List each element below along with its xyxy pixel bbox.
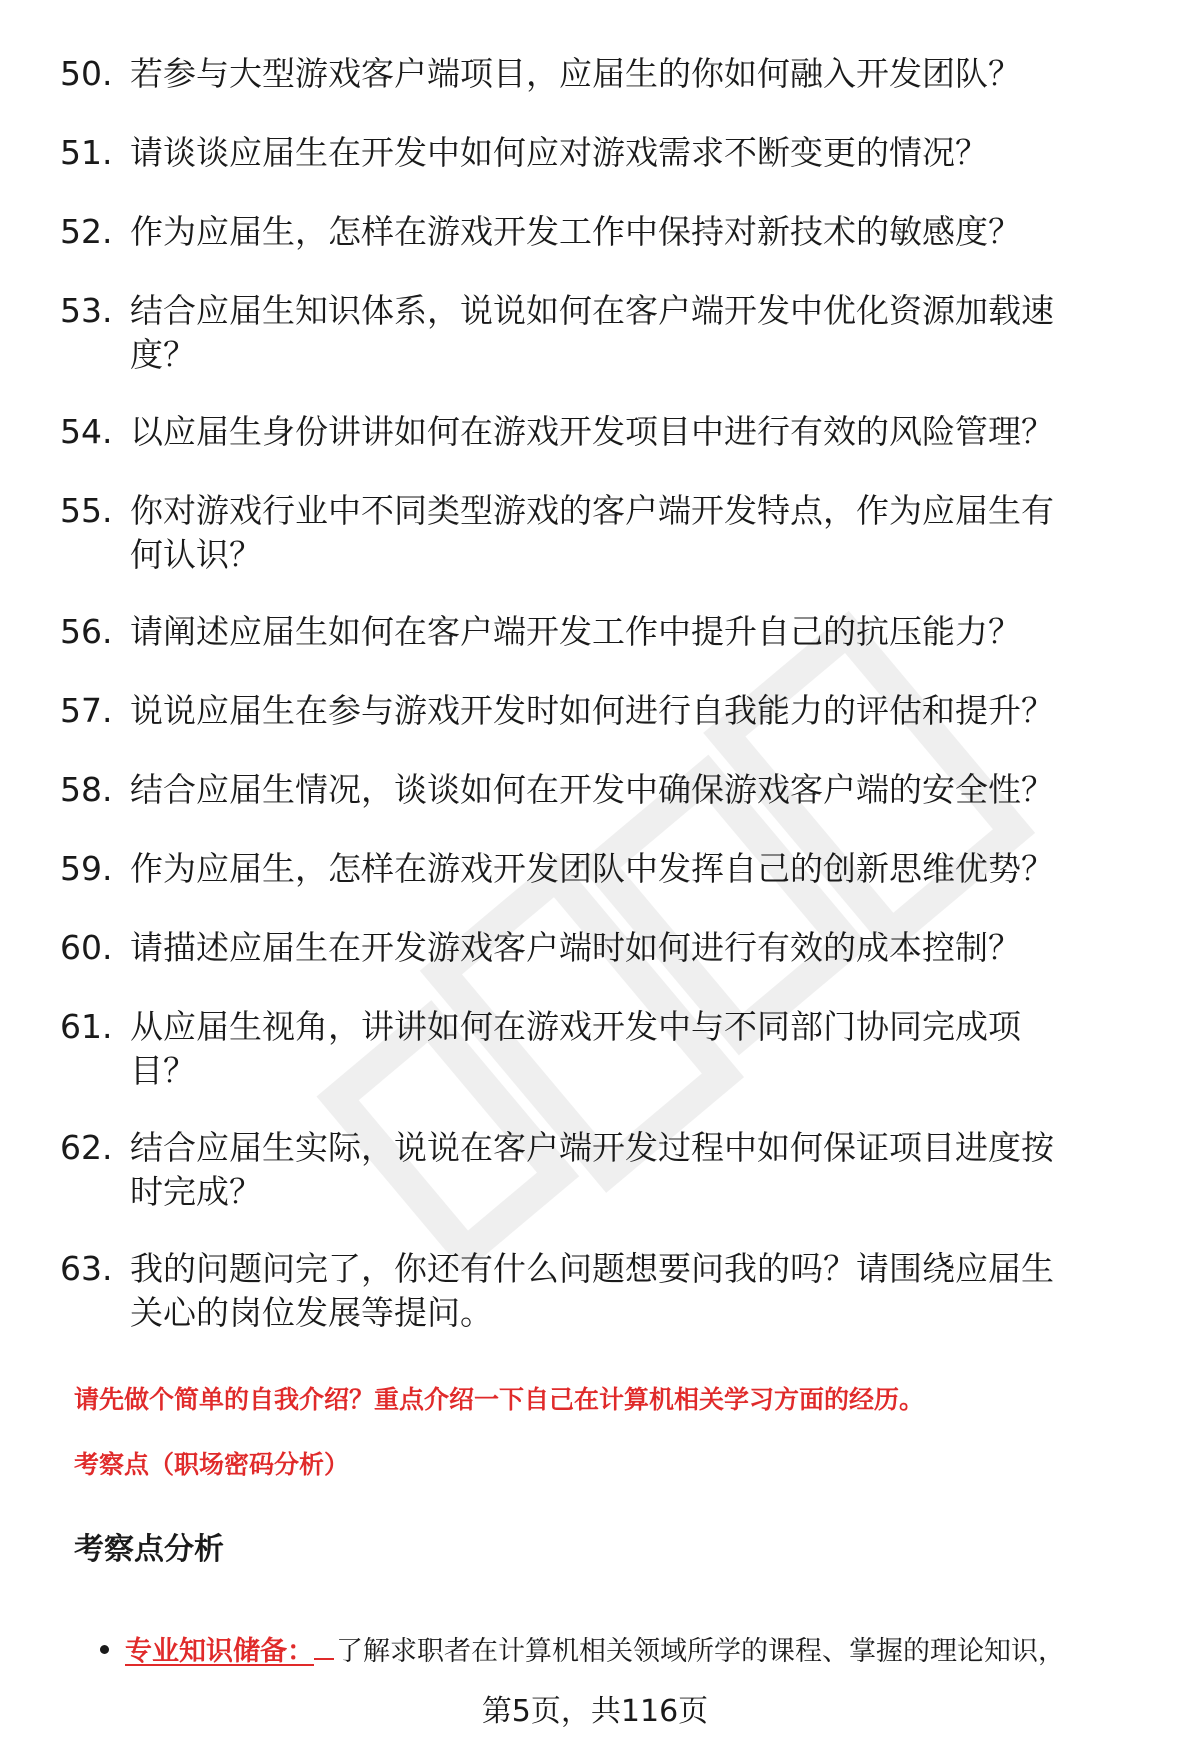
question-number: 52. xyxy=(60,212,113,251)
question-number: 63. xyxy=(60,1249,113,1288)
question-number: 54. xyxy=(60,412,113,451)
question-text: 以应届生身份讲讲如何在游戏开发项目中进行有效的风险管理？ xyxy=(130,412,1054,451)
underline-pad xyxy=(314,1630,334,1660)
bullet-dot-icon xyxy=(100,1645,109,1654)
highlight-question: 请先做个简单的自我介绍？重点介绍一下自己在计算机相关学习方面的经历。 xyxy=(74,1385,925,1414)
question-number: 60. xyxy=(60,928,113,967)
question-text: 请阐述应届生如何在客户端开发工作中提升自己的抗压能力？ xyxy=(130,612,1021,651)
question-item xyxy=(60,926,1150,970)
question-item xyxy=(60,131,1150,175)
question-item xyxy=(60,210,1150,254)
question-text: 请描述应届生在开发游戏客户端时如何进行有效的成本控制？ xyxy=(130,928,1021,967)
question-item xyxy=(60,689,1150,733)
question-text: 作为应届生，怎样在游戏开发工作中保持对新技术的敏感度？ xyxy=(130,212,1021,251)
question-text: 结合应届生情况，谈谈如何在开发中确保游戏客户端的安全性？ xyxy=(130,770,1054,809)
question-text: 请谈谈应届生在开发中如何应对游戏需求不断变更的情况？ xyxy=(130,133,988,172)
question-item xyxy=(60,1247,1150,1335)
bullet-item xyxy=(100,1630,1160,1672)
question-number: 56. xyxy=(60,612,113,651)
question-text: 说说应届生在参与游戏开发时如何进行自我能力的评估和提升？ xyxy=(130,691,1054,730)
bullet-label: 专业知识储备： xyxy=(125,1636,314,1667)
question-number: 57. xyxy=(60,691,113,730)
question-number: 59. xyxy=(60,849,113,888)
question-text: 若参与大型游戏客户端项目，应届生的你如何融入开发团队？ xyxy=(130,54,1021,93)
question-list xyxy=(60,52,1150,1368)
question-text: 我的问题问完了，你还有什么问题想要问我的吗？请围绕应届生 关心的岗位发展等提问。 xyxy=(130,1249,1054,1332)
question-text: 结合应届生知识体系，说说如何在客户端开发中优化资源加载速 度？ xyxy=(130,291,1054,374)
question-text: 你对游戏行业中不同类型游戏的客户端开发特点，作为应届生有 何认识？ xyxy=(130,491,1054,574)
question-item xyxy=(60,1005,1150,1093)
question-item xyxy=(60,768,1150,812)
section-heading: 考察点分析 xyxy=(74,1532,224,1567)
page-number-footer: 第5页，共116页 xyxy=(481,1694,709,1729)
question-text: 作为应届生，怎样在游戏开发团队中发挥自己的创新思维优势？ xyxy=(130,849,1054,888)
question-number: 61. xyxy=(60,1007,113,1046)
question-item xyxy=(60,289,1150,377)
question-item xyxy=(60,410,1150,454)
question-item xyxy=(60,610,1150,654)
question-item xyxy=(60,489,1150,577)
highlight-subtitle: 考察点（职场密码分析） xyxy=(74,1450,350,1479)
question-text: 从应届生视角，讲讲如何在游戏开发中与不同部门协同完成项 目？ xyxy=(130,1007,1021,1090)
question-item xyxy=(60,1126,1150,1214)
question-number: 55. xyxy=(60,491,113,530)
question-item xyxy=(60,847,1150,891)
question-item xyxy=(60,52,1150,96)
question-number: 58. xyxy=(60,770,113,809)
bullet-text: 了解求职者在计算机相关领域所学的课程、掌握的理论知识， xyxy=(336,1636,1065,1667)
question-number: 62. xyxy=(60,1128,113,1167)
question-text: 结合应届生实际，说说在客户端开发过程中如何保证项目进度按 时完成？ xyxy=(130,1128,1054,1211)
question-number: 53. xyxy=(60,291,113,330)
question-number: 50. xyxy=(60,54,113,93)
question-number: 51. xyxy=(60,133,113,172)
